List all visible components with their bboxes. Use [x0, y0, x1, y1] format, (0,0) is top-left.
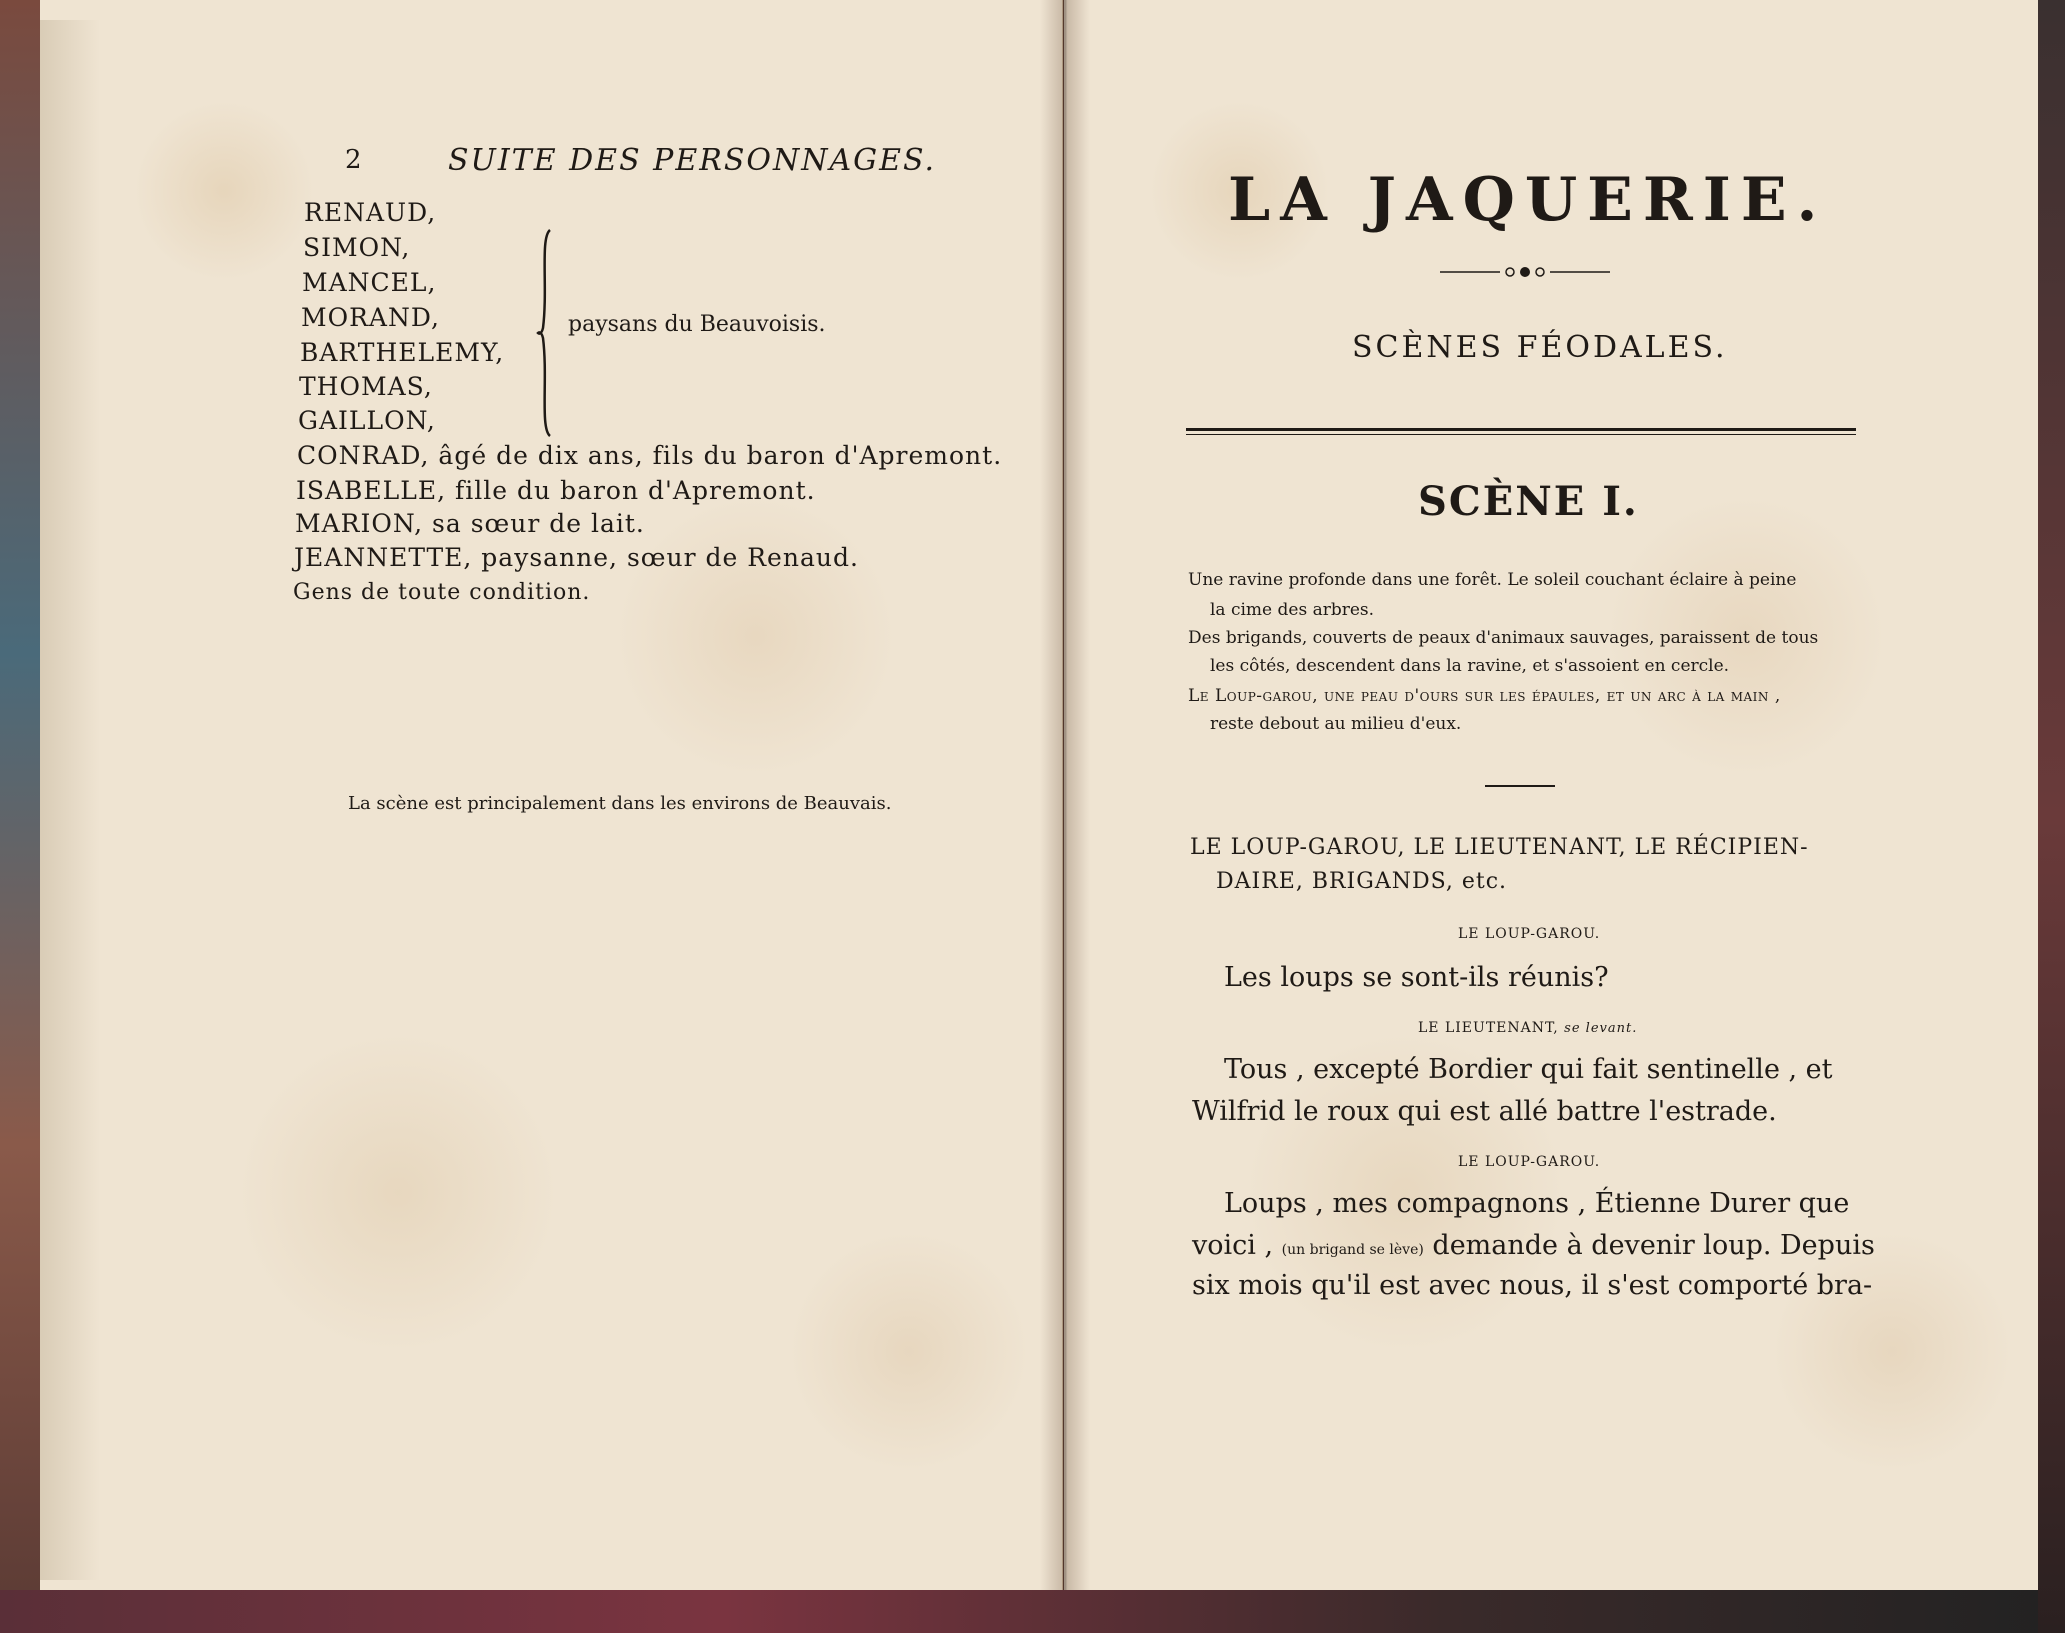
character-name: MORAND, [301, 303, 440, 332]
play-subtitle: SCÈNES FÉODALES. [1352, 330, 1728, 365]
stage-direction: Une ravine profonde dans une forêt. Le soleil couchant éclaire à peine [1188, 570, 1797, 590]
double-rule [1186, 428, 1856, 431]
book-cover-right [2038, 0, 2065, 1633]
running-head: SUITE DES PERSONNAGES. [448, 143, 937, 178]
group-description: paysans du Beauvoisis. [568, 312, 826, 337]
speaker-name: LE LOUP-GAROU. [1458, 926, 1601, 942]
page-number: 2 [345, 145, 362, 175]
stage-direction: Le Loup-garou, une peau d'ours sur les épaules, et un arc à la main , [1188, 686, 1781, 706]
inline-stage-direction: (un brigand se lève) [1281, 1242, 1424, 1258]
speaker-name: LE LOUP-GAROU. [1458, 1154, 1601, 1170]
cast-line: DAIRE, BRIGANDS, etc. [1216, 869, 1508, 894]
stage-direction: Des brigands, couverts de peaux d'animaux sauvages, paraissent de tous [1188, 628, 1819, 648]
stage-direction: la cime des arbres. [1210, 600, 1375, 620]
character-name: ISABELLE [296, 476, 438, 505]
dialogue-line: Loups , mes compagnons , Étienne Durer que [1224, 1188, 1850, 1219]
dialogue-line: Wilfrid le roux qui est allé battre l'estrade. [1192, 1096, 1777, 1127]
scene-heading: SCÈNE I. [1418, 478, 1639, 525]
character-name: SIMON, [303, 233, 411, 262]
character-name: MANCEL, [302, 268, 437, 297]
play-title: LA JAQUERIE. [1228, 165, 1828, 235]
speaker-direction: se levant. [1564, 1021, 1638, 1036]
right-page [1064, 0, 2038, 1590]
dialogue-line: Tous , excepté Bordier qui fait sentinelle , et [1224, 1054, 1833, 1085]
character-description: , fille du baron d'Apremont. [437, 476, 816, 505]
character-entry [294, 543, 859, 572]
scene-location: La scène est principalement dans les environs de Beauvais. [348, 793, 892, 814]
page-edge [40, 20, 100, 1580]
left-page [40, 0, 1063, 1590]
stage-direction: reste debout au milieu d'eux. [1210, 714, 1462, 734]
extras-line: Gens de toute condition. [293, 580, 591, 605]
double-rule [1186, 434, 1856, 435]
character-name: JEANNETTE [294, 543, 464, 572]
character-description: , âgé de dix ans, fils du baron d'Apremont. [420, 441, 1003, 470]
character-name: GAILLON, [298, 406, 436, 435]
character-name: MARION [295, 509, 415, 538]
stage-direction: les côtés, descendent dans la ravine, et s'assoient en cercle. [1210, 656, 1730, 676]
section-rule [1485, 785, 1555, 787]
brace-icon [536, 228, 554, 438]
dialogue-line: Les loups se sont-ils réunis? [1224, 962, 1609, 993]
character-description: , paysanne, sœur de Renaud. [463, 543, 859, 572]
book-cover-left [0, 0, 40, 1633]
character-name: BARTHELEMY, [300, 338, 505, 367]
character-entry [295, 509, 645, 538]
book-cover-bottom [0, 1590, 2065, 1633]
dialogue-line: six mois qu'il est avec nous, il s'est comporté bra- [1192, 1270, 1873, 1301]
dialogue-line: voici , (un brigand se lève) demande à devenir loup. Depuis [1192, 1230, 1875, 1261]
ornament-icon [1440, 262, 1610, 282]
character-description: , sa sœur de lait. [414, 509, 645, 538]
character-name: RENAUD, [304, 198, 437, 227]
character-name: CONRAD [297, 441, 421, 470]
character-entry [297, 441, 1002, 470]
speaker-name: LE LIEUTENANT, se levant. [1418, 1020, 1638, 1036]
cast-line: LE LOUP-GAROU, LE LIEUTENANT, LE RÉCIPIEN- [1190, 835, 1809, 860]
character-name: THOMAS, [299, 372, 433, 401]
character-entry [296, 476, 816, 505]
